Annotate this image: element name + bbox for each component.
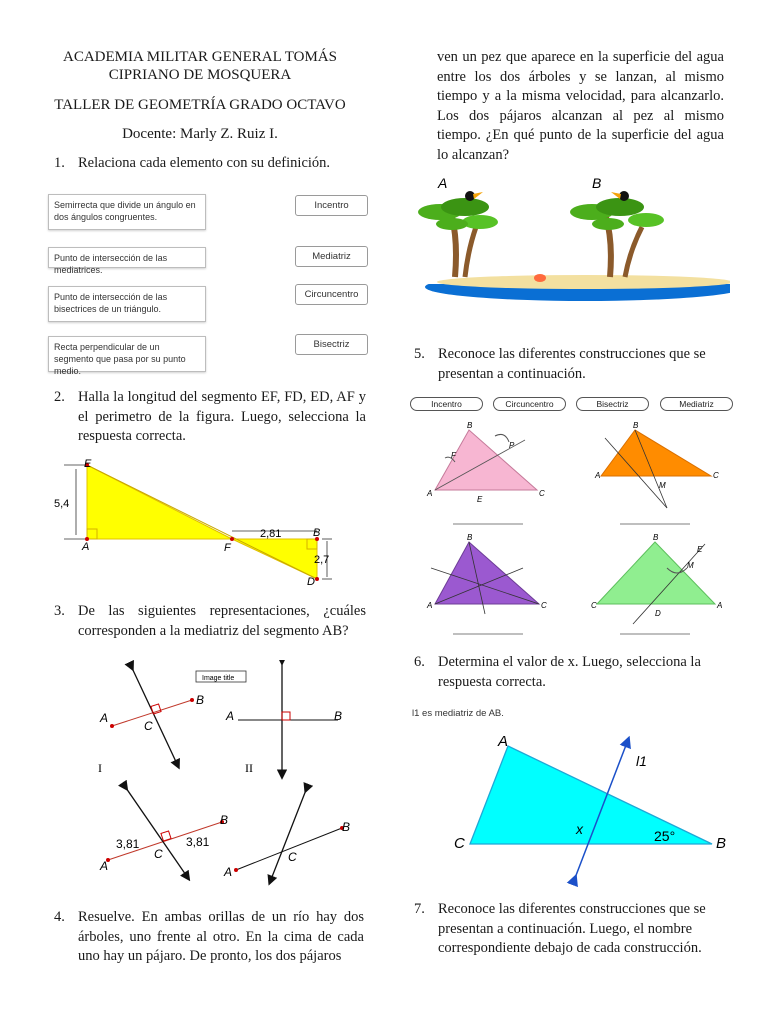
purple-label-c: C xyxy=(541,601,547,610)
option-iv-diagram xyxy=(223,790,350,882)
option-bisectriz[interactable]: Bisectriz xyxy=(576,397,649,411)
question-2 xyxy=(54,388,366,448)
school-name xyxy=(40,48,360,84)
label-f: F xyxy=(224,542,231,554)
term-bisectriz[interactable]: Bisectriz xyxy=(295,334,368,355)
label-d: D xyxy=(307,576,315,587)
question-1 xyxy=(54,154,364,174)
question-5-number: 5. xyxy=(414,346,425,362)
option-iii-diagram xyxy=(99,788,228,878)
green-label-e: E xyxy=(697,545,703,554)
option-iv-label-c: C xyxy=(288,850,297,864)
length-bd: 2,7 xyxy=(314,554,330,566)
green-label-a: A xyxy=(717,601,723,610)
question-3-text: De las siguientes representaciones, ¿cuáles corresponden a la mediatriz del segmento AB? xyxy=(78,603,366,639)
option-circuncentro[interactable]: Circuncentro xyxy=(493,397,566,411)
term-mediatriz[interactable]: Mediatriz xyxy=(295,246,368,267)
pink-label-p: P xyxy=(509,441,515,450)
school-name-line2: CIPRIANO DE MOSQUERA xyxy=(108,67,292,83)
green-label-b: B xyxy=(653,533,659,542)
option-iii-label-a: A xyxy=(100,859,109,873)
construction-orange xyxy=(594,421,719,508)
question-6-text: Determina el valor de x. Luego, selecciona la respuesta correcta. xyxy=(438,654,701,690)
cyan-triangle-figure xyxy=(450,728,740,888)
green-label-c: C xyxy=(591,601,597,610)
label-cyan-b: B xyxy=(716,835,727,852)
constructions-grid xyxy=(405,418,735,648)
option-ii-label-a: A xyxy=(226,709,235,723)
question-4-text-part1: Resuelve. En ambas orillas de un río hay dos árboles, uno frente al otro. En la cima de cada uno hay un pájaro. De pronto, los dos pájaros xyxy=(78,909,364,964)
label-b: B xyxy=(313,527,321,539)
option-iv-label-a: A xyxy=(224,865,233,879)
option-iii-label-c: C xyxy=(154,847,163,861)
option-mediatriz[interactable]: Mediatriz xyxy=(660,397,733,411)
question-5-text: Reconoce las diferentes construcciones que se presentan a continuación. xyxy=(438,346,706,382)
triangle-abc xyxy=(470,746,712,844)
pink-label-b: B xyxy=(467,421,473,430)
green-label-m: M xyxy=(687,561,694,570)
question-5 xyxy=(414,345,724,385)
label-cyan-angle: 25° xyxy=(654,828,676,844)
question-1-number: 1. xyxy=(54,155,65,171)
purple-label-b: B xyxy=(467,533,473,542)
pink-label-a: A xyxy=(427,489,433,498)
river-trees-illustration xyxy=(410,172,730,312)
option-iii-length-2: 3,81 xyxy=(186,835,210,849)
question-7-text: Reconoce las diferentes construcciones que se presentan a continuación. Luego, el nombre correspondiente debajo de cada construcción. xyxy=(438,901,706,956)
label-a: A xyxy=(82,541,90,553)
triangles-figure xyxy=(52,455,352,587)
purple-label-a: A xyxy=(427,601,433,610)
question-3 xyxy=(54,602,366,642)
option-i-label-a: A xyxy=(100,711,109,725)
orange-label-m: M xyxy=(659,481,666,490)
definition-card-4[interactable]: Recta perpendicular de un segmento que pasa por su punto medio. xyxy=(48,336,206,372)
option-ii-roman: II xyxy=(245,761,253,775)
construction-purple xyxy=(426,533,547,614)
pink-label-c: C xyxy=(539,489,545,498)
length-fb: 2,81 xyxy=(260,528,282,540)
pink-label-f: F xyxy=(451,451,456,460)
workshop-title: TALLER DE GEOMETRÍA GRADO OCTAVO xyxy=(54,97,346,113)
label-cyan-a: A xyxy=(498,733,509,750)
question-1-text: Relaciona cada elemento con su definición. xyxy=(78,155,331,171)
question-6 xyxy=(414,653,726,693)
option-incentro[interactable]: Incentro xyxy=(410,397,483,411)
perpendicular-bisector-options xyxy=(90,660,370,890)
question-7-number: 7. xyxy=(414,901,425,917)
option-i-label-b: B xyxy=(196,693,205,707)
label-cyan-x: x xyxy=(576,821,583,837)
option-i-label-c: C xyxy=(144,719,153,733)
tree-b xyxy=(570,191,664,277)
orange-label-c: C xyxy=(713,471,719,480)
definition-card-1[interactable]: Semirrecta que divide un ángulo en dos ángulos congruentes. xyxy=(48,194,206,230)
question-4-number: 4. xyxy=(54,909,65,925)
option-i-diagram xyxy=(98,668,204,775)
question-2-text: Halla la longitud del segmento EF, FD, ED, AF y el perimetro de la figura. Luego, selecciona la respuesta correcta. xyxy=(78,389,366,444)
image-title-label: Image title xyxy=(202,675,235,682)
q6-caption: l1 es mediatriz de AB. xyxy=(412,708,504,719)
definition-card-2[interactable]: Punto de intersección de las mediatrices. xyxy=(48,247,206,268)
question-7 xyxy=(414,900,724,960)
option-ii-label-b: B xyxy=(334,709,343,723)
tree-label-b: B xyxy=(592,175,602,191)
label-e: E xyxy=(84,458,92,470)
option-iv-label-b: B xyxy=(342,820,351,834)
option-iii-length-1: 3,81 xyxy=(116,837,140,851)
orange-label-a: A xyxy=(595,471,601,480)
question-2-number: 2. xyxy=(54,389,65,405)
term-circuncentro[interactable]: Circuncentro xyxy=(295,284,368,305)
fish xyxy=(534,274,546,282)
green-label-d: D xyxy=(655,609,661,618)
question-4-continued: ven un pez que aparece en la superficie del agua entre los dos árboles y se lanzan, al mismo tiempo y a la misma velocidad, para alcanzarlo. Los dos pájaros alcanzan al pez al mismo tiempo. ¿En qué punto de la superficie del agua lo alcanzan? xyxy=(437,49,724,163)
question-4 xyxy=(54,908,364,968)
label-cyan-line: l1 xyxy=(636,753,647,769)
tree-a xyxy=(418,191,498,277)
question-3-number: 3. xyxy=(54,603,65,619)
construction-green xyxy=(591,533,722,624)
teacher-name: Docente: Marly Z. Ruiz I. xyxy=(122,126,278,142)
orange-label-b: B xyxy=(633,421,639,430)
pink-label-e: E xyxy=(477,495,483,504)
length-ae: 5,4 xyxy=(54,498,70,510)
tree-label-a: A xyxy=(438,175,448,191)
option-i-roman: I xyxy=(98,761,102,775)
option-iii-label-b: B xyxy=(220,813,229,827)
definition-card-3[interactable]: Punto de intersección de las bisectrices de un triángulo. xyxy=(48,286,206,322)
question-6-number: 6. xyxy=(414,654,425,670)
school-name-line1: ACADEMIA MILITAR GENERAL TOMÁS xyxy=(63,49,337,65)
term-incentro[interactable]: Incentro xyxy=(295,195,368,216)
construction-pink xyxy=(426,421,545,504)
label-cyan-c: C xyxy=(454,835,465,852)
